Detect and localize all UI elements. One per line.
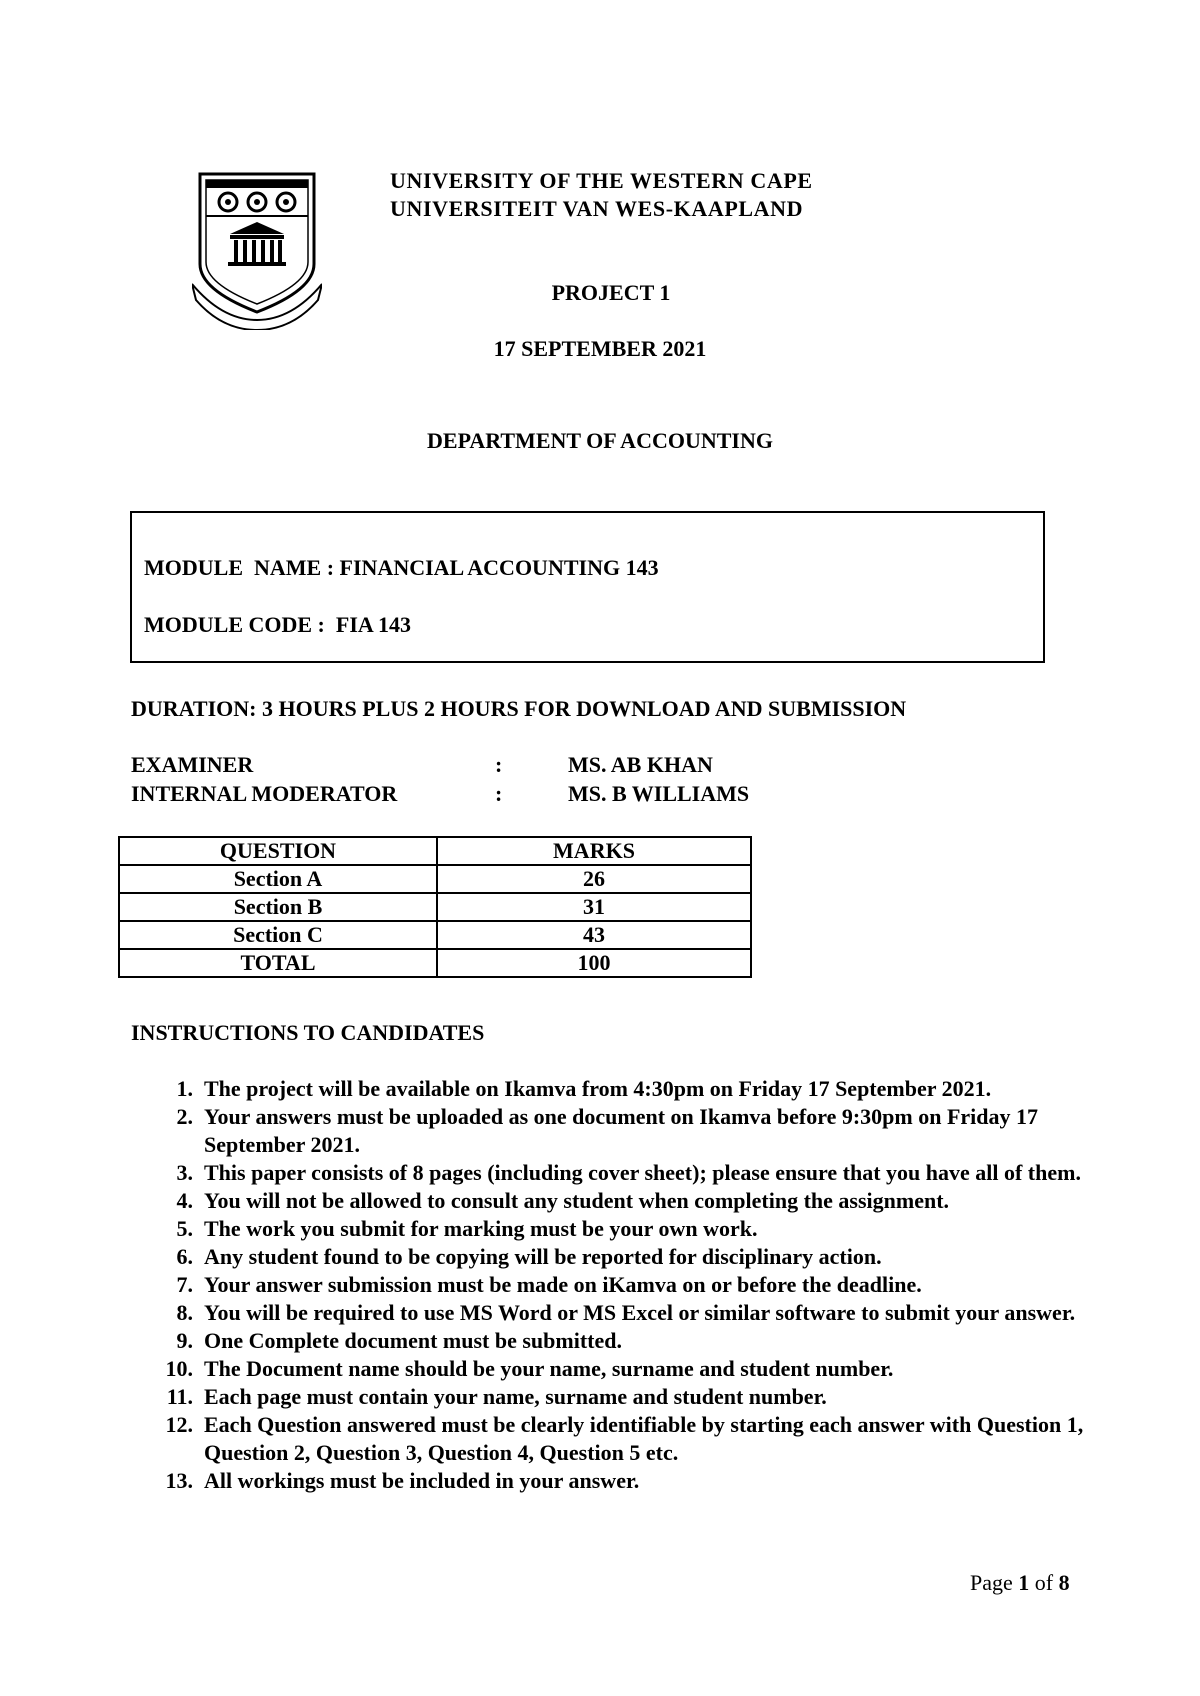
page-current: 1	[1018, 1570, 1030, 1595]
item-number: 7.	[176, 1272, 193, 1297]
list-item	[131, 1355, 1091, 1383]
item-number: 6.	[176, 1244, 193, 1269]
item-number: 2.	[176, 1104, 193, 1129]
page-of: of	[1029, 1570, 1059, 1595]
list-item	[131, 1215, 1091, 1243]
list-item	[131, 1383, 1091, 1411]
item-number: 8.	[176, 1300, 193, 1325]
item-text: The Document name should be your name, surname and student number.	[204, 1356, 894, 1381]
item-text: The project will be available on Ikamva from 4:30pm on Friday 17 September 2021.	[204, 1076, 992, 1101]
list-item	[131, 1467, 1091, 1495]
table-row	[119, 893, 751, 921]
item-number: 13.	[165, 1468, 193, 1493]
module-info-box	[130, 511, 1045, 663]
table-row	[119, 921, 751, 949]
module-code: MODULE CODE : FIA 143	[144, 612, 412, 637]
staff-row-examiner	[131, 752, 1031, 780]
section-cell: Section B	[119, 893, 437, 921]
section-cell: Section A	[119, 865, 437, 893]
list-item	[131, 1075, 1091, 1103]
list-item	[131, 1243, 1091, 1271]
table-row	[119, 865, 751, 893]
item-text: The work you submit for marking must be your own work.	[204, 1216, 758, 1241]
table-header-row	[119, 837, 751, 865]
item-text: Each page must contain your name, surname and student number.	[204, 1384, 827, 1409]
item-text: Each Question answered must be clearly identifiable by starting each answer with Question 1, Question 2, Question 3, Question 4, Question 5 etc.	[204, 1412, 1084, 1465]
list-item	[131, 1159, 1091, 1187]
staff-role: EXAMINER	[131, 752, 254, 777]
staff-colon: :	[495, 781, 503, 806]
marks-table	[118, 836, 752, 978]
item-number: 9.	[176, 1328, 193, 1353]
staff-role: INTERNAL MODERATOR	[131, 781, 398, 806]
instructions-heading: INSTRUCTIONS TO CANDIDATES	[131, 1020, 485, 1045]
item-text: Your answers must be uploaded as one document on Ikamva before 9:30pm on Friday 17 September 2021.	[204, 1104, 1039, 1157]
item-number: 4.	[176, 1188, 193, 1213]
item-number: 11.	[166, 1384, 193, 1409]
list-item	[131, 1187, 1091, 1215]
instructions-list	[131, 1075, 1091, 1495]
staff-colon: :	[495, 752, 503, 777]
list-item	[131, 1103, 1091, 1159]
table-row-total	[119, 949, 751, 977]
university-name-english: UNIVERSITY OF THE WESTERN CAPE	[390, 168, 813, 193]
module-name: MODULE NAME : FINANCIAL ACCOUNTING 143	[144, 555, 659, 580]
item-text: One Complete document must be submitted.	[204, 1328, 622, 1353]
page-prefix: Page	[970, 1570, 1019, 1595]
item-number: 10.	[165, 1356, 193, 1381]
item-number: 3.	[176, 1160, 193, 1185]
column-header-question: QUESTION	[119, 837, 437, 865]
item-text: This paper consists of 8 pages (including cover sheet); please ensure that you have all of them.	[204, 1160, 1081, 1185]
exam-date: 17 SEPTEMBER 2021	[493, 336, 707, 361]
staff-row-moderator	[131, 781, 1031, 809]
list-item	[131, 1411, 1091, 1467]
marks-cell: 43	[437, 921, 751, 949]
project-title: PROJECT 1	[551, 280, 671, 305]
list-item	[131, 1271, 1091, 1299]
page-number	[970, 1570, 1070, 1596]
section-cell: Section C	[119, 921, 437, 949]
marks-cell: 100	[437, 949, 751, 977]
item-text: Any student found to be copying will be reported for disciplinary action.	[204, 1244, 882, 1269]
marks-cell: 31	[437, 893, 751, 921]
item-text: You will not be allowed to consult any student when completing the assignment.	[204, 1188, 950, 1213]
exam-duration: DURATION: 3 HOURS PLUS 2 HOURS FOR DOWNLOAD AND SUBMISSION	[131, 696, 907, 721]
list-item	[131, 1327, 1091, 1355]
page-total: 8	[1058, 1570, 1070, 1595]
item-text: All workings must be included in your answer.	[204, 1468, 640, 1493]
item-text: You will be required to use MS Word or MS Excel or similar software to submit your answer.	[204, 1300, 1076, 1325]
staff-name: MS. AB KHAN	[568, 752, 713, 777]
department-name: DEPARTMENT OF ACCOUNTING	[427, 428, 773, 453]
item-number: 12.	[165, 1412, 193, 1437]
university-crest-logo	[192, 172, 322, 330]
staff-name: MS. B WILLIAMS	[568, 781, 750, 806]
marks-cell: 26	[437, 865, 751, 893]
column-header-marks: MARKS	[437, 837, 751, 865]
item-number: 5.	[176, 1216, 193, 1241]
university-name-afrikaans: UNIVERSITEIT VAN WES-KAAPLAND	[390, 196, 804, 221]
section-cell: TOTAL	[119, 949, 437, 977]
item-text: Your answer submission must be made on iKamva on or before the deadline.	[204, 1272, 922, 1297]
list-item	[131, 1299, 1091, 1327]
item-number: 1.	[176, 1076, 193, 1101]
